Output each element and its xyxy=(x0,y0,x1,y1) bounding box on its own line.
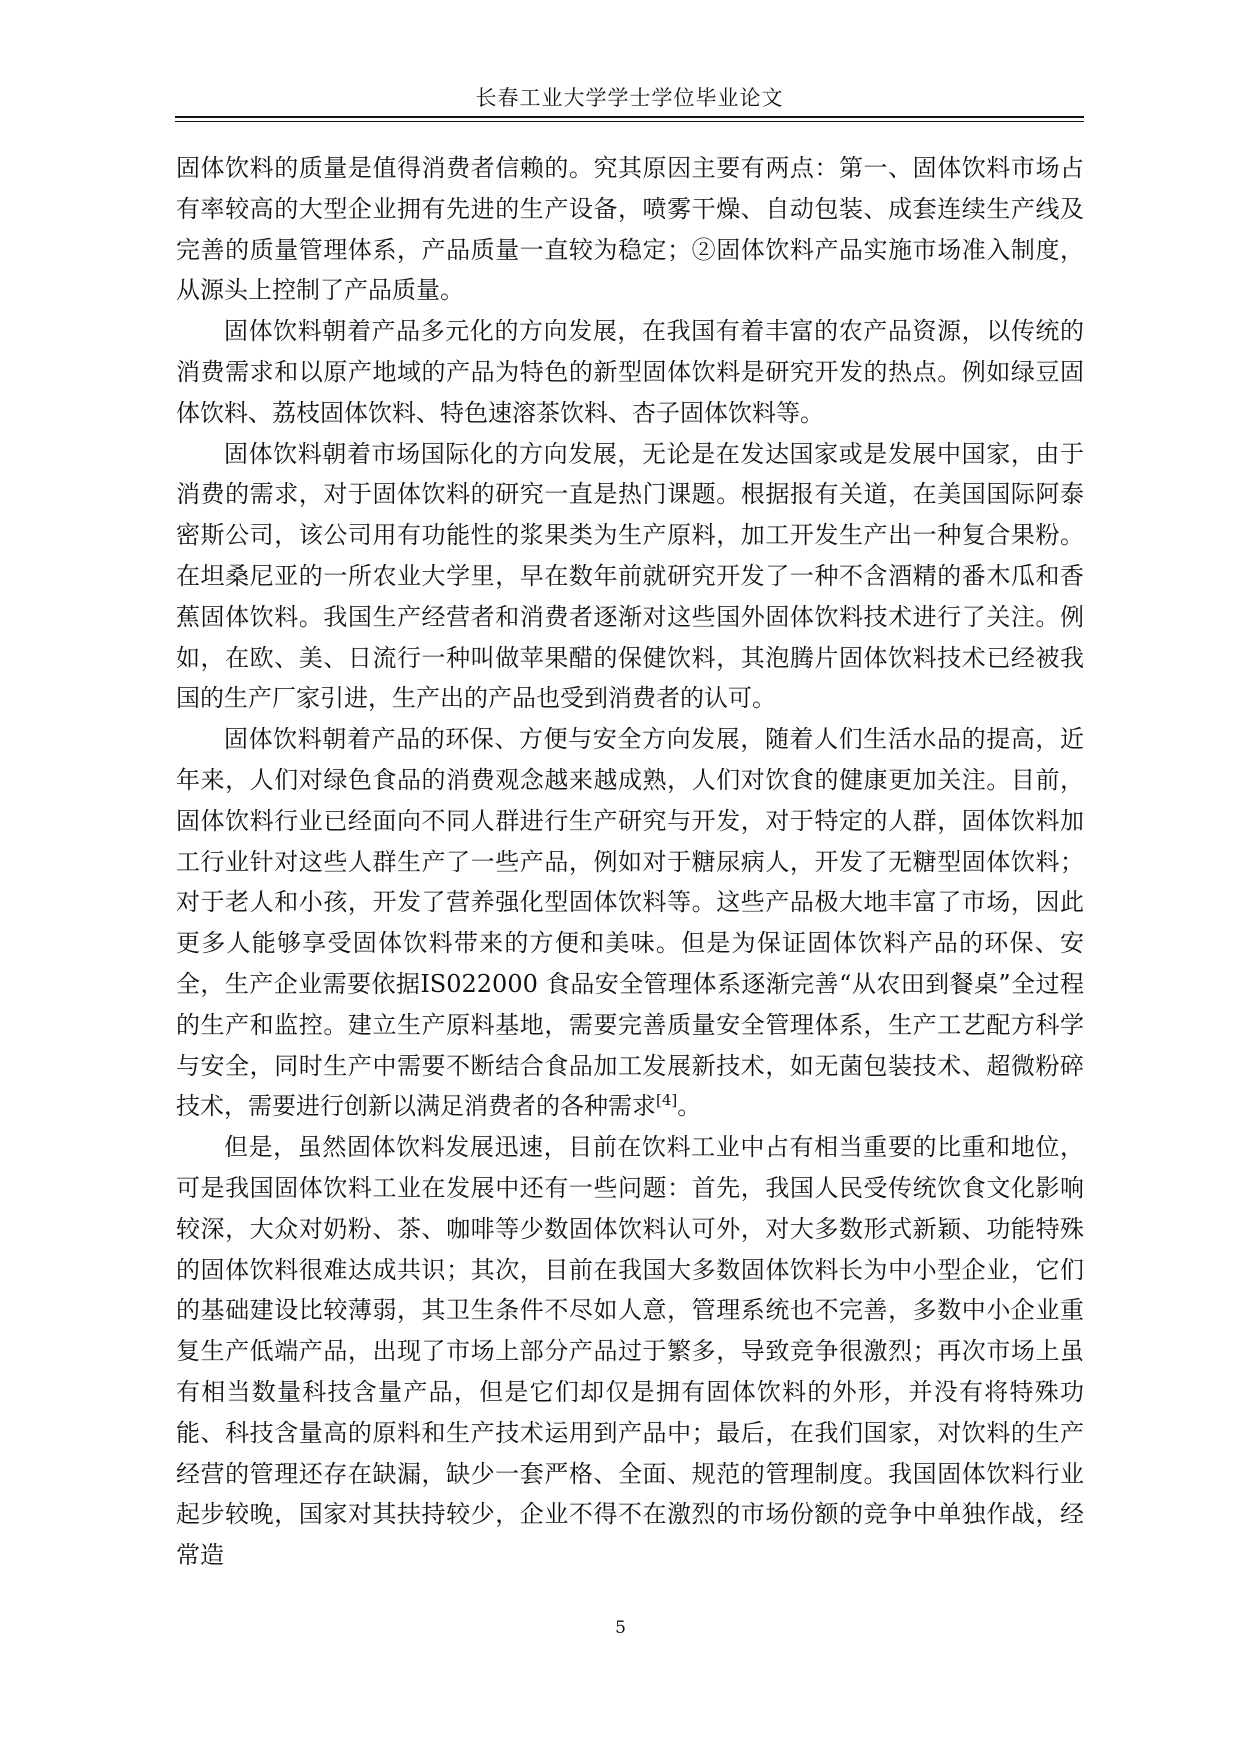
body-text xyxy=(176,148,1084,1576)
paragraph-internationalization: 固体饮料朝着市场国际化的方向发展，无论是在发达国家或是发展中国家，由于消费的需求，对于固体饮料的研究一直是热门课题。根据报有关道，在美国国际阿泰密斯公司，该公司用有功能性的浆果类为生产原料，加工开发生产出一种复合果粉。在坦桑尼亚的一所农业大学里，早在数年前就研究开发了一种不含酒精的番木瓜和香蕉固体饮料。我国生产经营者和消费者逐渐对这些国外固体饮料技术进行了关注。例如，在欧、美、日流行一种叫做苹果醋的保健饮料，其泡腾片固体饮料技术已经被我国的生产厂家引进，生产出的产品也受到消费者的认可。 xyxy=(176,439,1084,713)
paragraph-tail: 。 xyxy=(677,1092,702,1121)
citation-reference[interactable]: [4] xyxy=(656,1091,678,1110)
paragraph-problems: 但是，虽然固体饮料发展迅速，目前在饮料工业中占有相当重要的比重和地位，可是我国固体饮料工业在发展中还有一些问题：首先，我国人民受传统饮食文化影响较深，大众对奶粉、茶、咖啡等少数固体饮料认可外，对大多数形式新颖、功能特殊的固体饮料很难达成共识；其次，目前在我国大多数固体饮料长为中小型企业，它们的基础建设比较薄弱，其卫生条件不尽如人意，管理系统也不完善，多数中小企业重复生产低端产品，出现了市场上部分产品过于繁多，导致竞争很激烈；再次市场上虽有相当数量科技含量产品，但是它们却仅是拥有固体饮料的外形，并没有将特殊功能、科技含量高的原料和生产技术运用到产品中；最后，在我们国家，对饮料的生产经营的管理还存在缺漏，缺少一套严格、全面、规范的管理制度。我国固体饮料行业起步较晚，国家对其扶持较少，企业不得不在激烈的市场份额的竞争中单独作战，经常造 xyxy=(176,1133,1084,1570)
page-number: 5 xyxy=(615,1618,626,1638)
header-rule-thick xyxy=(175,116,1084,118)
paragraph-text: 固体饮料朝着产品的环保、方便与安全方向发展，随着人们生活水品的提高，近年来，人们对绿色食品的消费观念越来越成熟，人们对饮食的健康更加关注。目前，固体饮料行业已经面向不同人群进行生产研究与开发，对于特定的人群，固体饮料加工行业针对这些人群生产了一些产品，例如对于糖尿病人，开发了无糖型固体饮料；对于老人和小孩，开发了营养强化型固体饮料等。这些产品极大地丰富了市场，因此更多人能够享受固体饮料带来的方便和美味。但是为保证固体饮料产品的环保、安全，生产企业需要依据IS022000 食品安全管理体系逐渐完善“从农田到餐桌”全过程的生产和监控。建立生产原料基地，需要完善质量安全管理体系，生产工艺配方科学与安全，同时生产中需要不断结合食品加工发展新技术，如无菌包装技术、超微粉碎技术，需要进行创新以满足消费者的各种需求 xyxy=(176,725,1084,1121)
header-rule-thin xyxy=(175,121,1084,122)
paragraph-environment-safety xyxy=(176,719,1084,1127)
paragraph-continued: 固体饮料的质量是值得消费者信赖的。究其原因主要有两点：第一、固体饮料市场占有率较高的大型企业拥有先进的生产设备，喷雾干燥、自动包装、成套连续生产线及完善的质量管理体系，产品质量一直较为稳定；②固体饮料产品实施市场准入制度，从源头上控制了产品质量。 xyxy=(176,154,1084,305)
running-header: 长春工业大学学士学位毕业论文 xyxy=(475,86,784,110)
paragraph-diversification: 固体饮料朝着产品多元化的方向发展，在我国有着丰富的农产品资源，以传统的消费需求和以原产地域的产品为特色的新型固体饮料是研究开发的热点。例如绿豆固体饮料、荔枝固体饮料、特色速溶茶饮料、杏子固体饮料等。 xyxy=(176,317,1084,427)
